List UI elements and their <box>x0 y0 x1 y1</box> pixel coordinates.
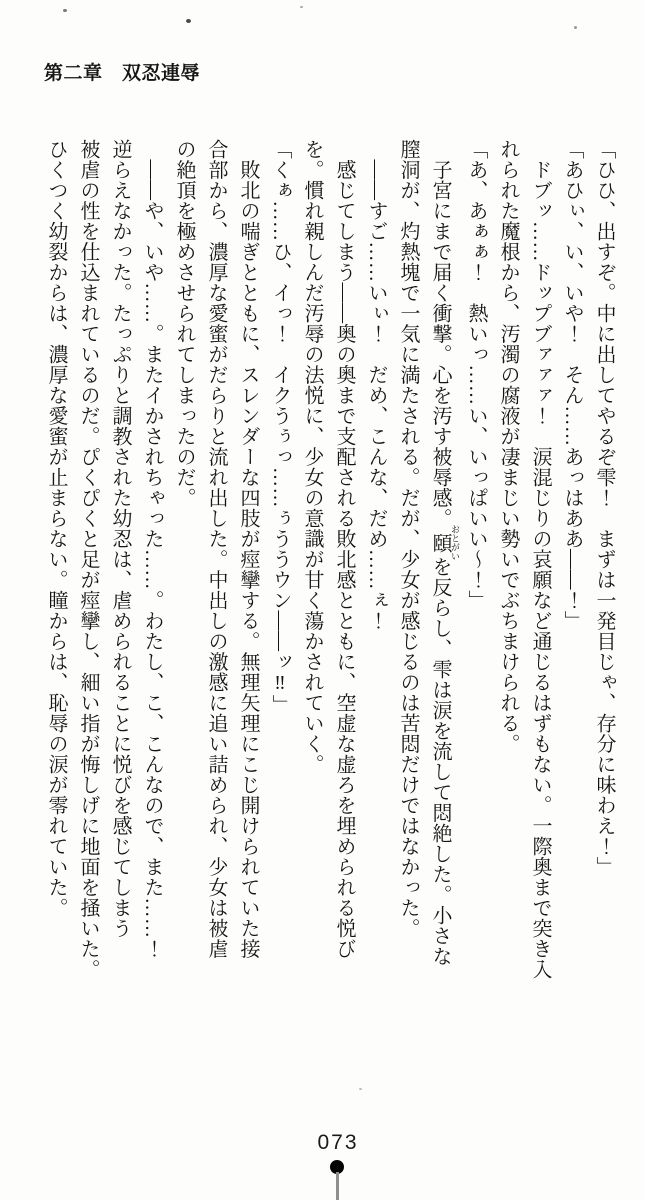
text-column-7: 膣洞が、灼熱塊で一気に満たされる。だが、少女が感じるのは苦悶だけではなかった。 <box>397 139 419 939</box>
text-column-16: 逆らえなかった。たっぷりと調教された幼忍は、虐められることに悦びを感じてしまう <box>109 139 131 939</box>
ruby-annotated-word: 頤 おとがい <box>429 524 460 561</box>
chapter-header: 第二章 双忍連辱 <box>44 63 201 84</box>
scan-speck <box>186 19 191 23</box>
text-column-15: ――や、いや……。またイかされちゃった……。わたし、こ、こんなので、また……！ <box>141 139 163 959</box>
scan-speck <box>63 9 67 12</box>
text-column-9: 感じてしまう――奥の奥まで支配される敗北感とともに、空虚な虚ろを埋められる悦び <box>333 139 355 959</box>
text-column-10: を。慣れ親しんだ汚辱の法悦に、少女の意識が甘く蕩かされていく。 <box>301 139 323 775</box>
registration-line <box>336 1172 339 1200</box>
text-column-12: 敗北の喘ぎとともに、スレンダーな四肢が痙攣する。無理矢理にこじ開けられていた接 <box>237 139 259 959</box>
text-column-3: ドブッ……ドップブァァァ！ 涙混じりの哀願など通じるはずもない。一際奥まで突き入 <box>529 139 551 980</box>
text-column-17: 被虐の性を仕込まれているのだ。ぴくぴくと足が痙攣し、細い指が悔しげに地面を掻いた。 <box>77 139 99 980</box>
text-column-1: 「ひひ、出すぞ。中に出してやるぞ雫！ まずは一発目じゃ、存分に味わえ！」 <box>593 139 615 877</box>
text-column-6: 子宮にまで届く衝撃。心を汚す被辱感。頤 おとがいを反らし、雫は涙を流して悶絶した。小さな <box>429 139 460 967</box>
text-column-13: 合部から、濃厚な愛蜜がだらりと流れ出した。中出しの激感に追い詰められ、少女は被虐 <box>205 139 227 959</box>
text-column-11: 「くぁ……ひ、イっ！ イクうぅっ……ぅううウン――ッ‼」 <box>269 139 291 715</box>
text-column-18: ひくつく幼裂からは、濃厚な愛蜜が止まらない。瞳からは、恥辱の涙が零れていた。 <box>45 139 67 918</box>
scan-speck <box>359 1088 362 1090</box>
scan-speck <box>574 26 577 29</box>
text-column-5: 「あ、あぁぁ！ 熱いっ……い、いっぱいい～！」 <box>465 139 487 611</box>
text-column-4: れられた魔根から、汚濁の腐液が凄まじい勢いでぶちまけられる。 <box>497 139 519 754</box>
page-number: 073 <box>317 1131 359 1154</box>
text-column-8: ――すご……いぃ！ だめ、こんな、だめ……ぇ！ <box>365 139 387 631</box>
text-column-2: 「あひぃ、い、いや！ そん……あっはああ――！」 <box>561 139 583 631</box>
body-text <box>40 139 620 1039</box>
scan-speck <box>300 6 303 8</box>
text-column-14: の絶頂を極めさせられてしまったのだ。 <box>173 139 195 508</box>
